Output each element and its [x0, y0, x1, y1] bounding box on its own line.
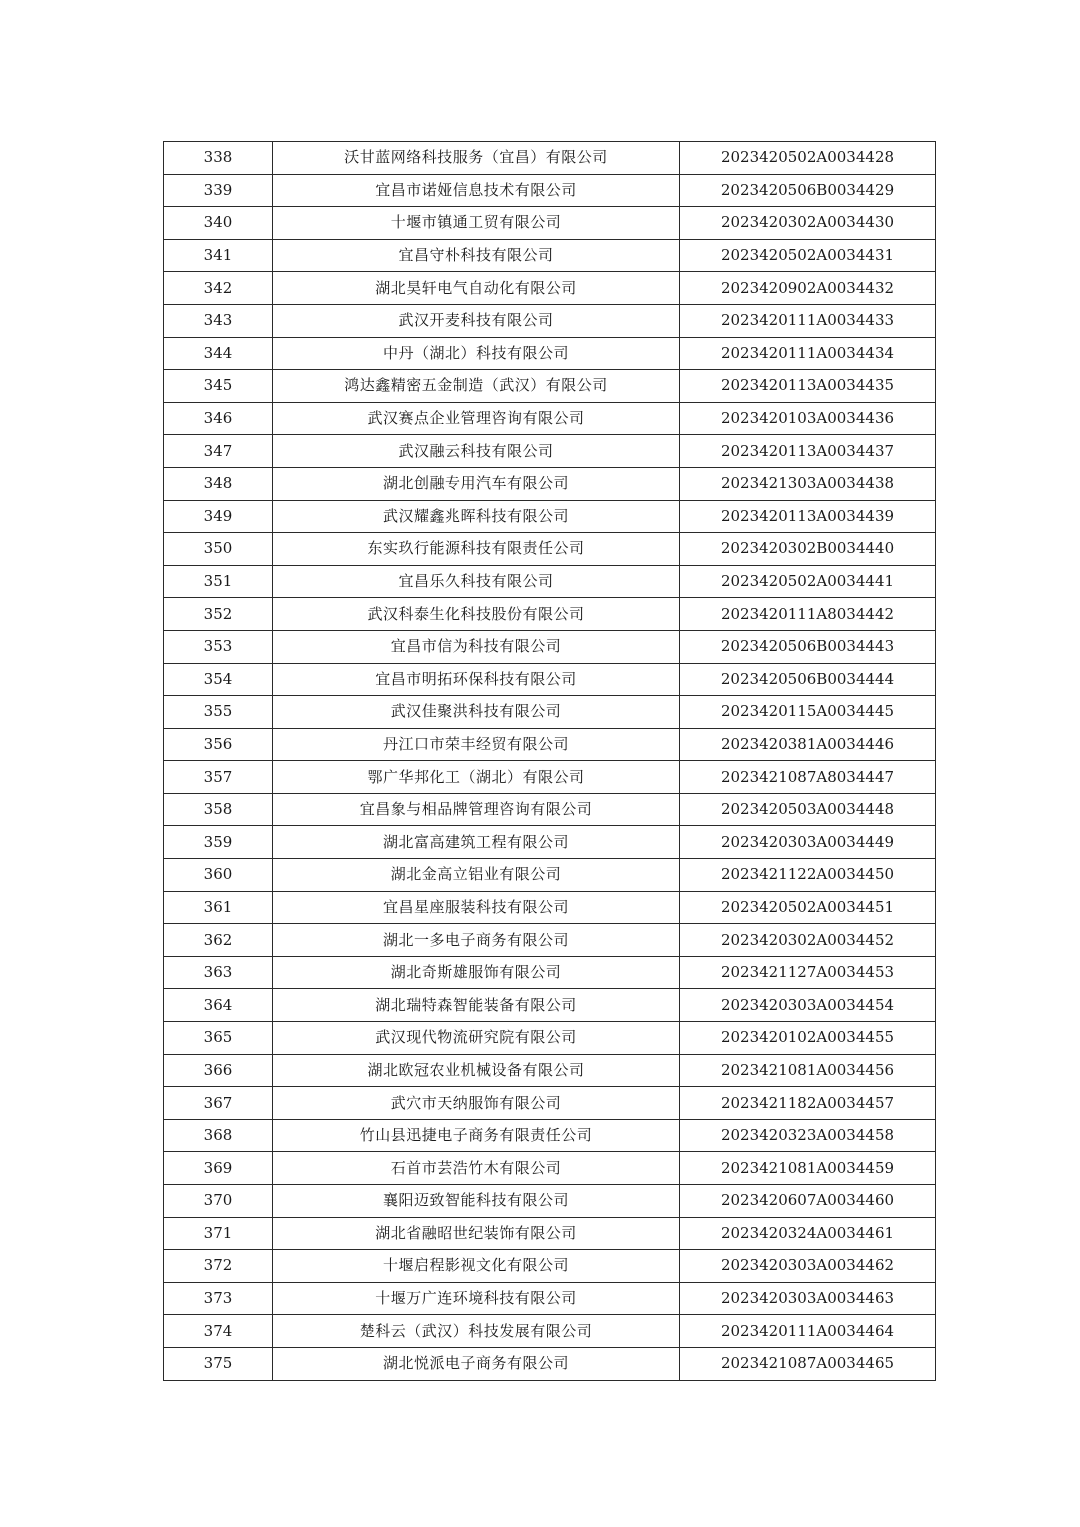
table-row [164, 598, 936, 631]
row-number-cell: 375 [164, 1347, 273, 1380]
row-number-cell: 357 [164, 761, 273, 794]
company-name-cell: 武汉融云科技有限公司 [273, 435, 680, 468]
registration-code-cell: 2023420506B0034443 [680, 630, 936, 663]
company-name-cell: 湖北一多电子商务有限公司 [273, 924, 680, 957]
registration-code-cell: 2023420503A0034448 [680, 793, 936, 826]
row-number-cell: 341 [164, 239, 273, 272]
row-number-cell: 369 [164, 1152, 273, 1185]
row-number-cell: 366 [164, 1054, 273, 1087]
table-row [164, 370, 936, 403]
registration-code-cell: 2023420502A0034451 [680, 891, 936, 924]
registration-code-cell: 2023420113A0034437 [680, 435, 936, 468]
registration-code-cell: 2023421081A0034459 [680, 1152, 936, 1185]
table-row [164, 1250, 936, 1283]
table-row [164, 1185, 936, 1218]
registration-code-cell: 2023420502A0034441 [680, 565, 936, 598]
registration-code-cell: 2023420303A0034463 [680, 1282, 936, 1315]
registration-code-cell: 2023420323A0034458 [680, 1119, 936, 1152]
row-number-cell: 338 [164, 142, 273, 175]
company-name-cell: 宜昌市明拓环保科技有限公司 [273, 663, 680, 696]
table-row [164, 1054, 936, 1087]
row-number-cell: 340 [164, 207, 273, 240]
table-row [164, 1022, 936, 1055]
row-number-cell: 356 [164, 728, 273, 761]
company-name-cell: 石首市芸浩竹木有限公司 [273, 1152, 680, 1185]
company-name-cell: 湖北创融专用汽车有限公司 [273, 467, 680, 500]
table-row [164, 728, 936, 761]
company-name-cell: 竹山县迅捷电子商务有限责任公司 [273, 1119, 680, 1152]
company-name-cell: 十堰启程影视文化有限公司 [273, 1250, 680, 1283]
row-number-cell: 348 [164, 467, 273, 500]
table-row [164, 663, 936, 696]
registration-code-cell: 2023420102A0034455 [680, 1022, 936, 1055]
registration-code-cell: 2023421303A0034438 [680, 467, 936, 500]
company-name-cell: 宜昌乐久科技有限公司 [273, 565, 680, 598]
row-number-cell: 363 [164, 956, 273, 989]
table-row [164, 696, 936, 729]
table-row [164, 1119, 936, 1152]
company-name-cell: 丹江口市荣丰经贸有限公司 [273, 728, 680, 761]
company-name-cell: 湖北富高建筑工程有限公司 [273, 826, 680, 859]
table-row [164, 304, 936, 337]
row-number-cell: 345 [164, 370, 273, 403]
registration-code-cell: 2023420506B0034429 [680, 174, 936, 207]
registration-code-cell: 2023420302A0034452 [680, 924, 936, 957]
company-name-cell: 鸿达鑫精密五金制造（武汉）有限公司 [273, 370, 680, 403]
table-row [164, 174, 936, 207]
row-number-cell: 350 [164, 533, 273, 566]
row-number-cell: 364 [164, 989, 273, 1022]
registration-code-cell: 2023420111A8034442 [680, 598, 936, 631]
row-number-cell: 367 [164, 1087, 273, 1120]
registration-code-cell: 2023420324A0034461 [680, 1217, 936, 1250]
company-name-cell: 湖北欧冠农业机械设备有限公司 [273, 1054, 680, 1087]
registration-code-cell: 2023420381A0034446 [680, 728, 936, 761]
company-name-cell: 武穴市天纳服饰有限公司 [273, 1087, 680, 1120]
company-name-cell: 武汉现代物流研究院有限公司 [273, 1022, 680, 1055]
registration-code-cell: 2023420502A0034428 [680, 142, 936, 175]
table-row [164, 272, 936, 305]
row-number-cell: 354 [164, 663, 273, 696]
table-row [164, 630, 936, 663]
company-name-cell: 东实玖行能源科技有限责任公司 [273, 533, 680, 566]
table-row [164, 956, 936, 989]
table-row [164, 500, 936, 533]
table-row [164, 891, 936, 924]
row-number-cell: 368 [164, 1119, 273, 1152]
table-row [164, 924, 936, 957]
registry-table-body [164, 142, 936, 1381]
registration-code-cell: 2023420113A0034439 [680, 500, 936, 533]
registration-code-cell: 2023420303A0034462 [680, 1250, 936, 1283]
table-row [164, 1217, 936, 1250]
row-number-cell: 346 [164, 402, 273, 435]
company-name-cell: 武汉赛点企业管理咨询有限公司 [273, 402, 680, 435]
table-row [164, 435, 936, 468]
registration-code-cell: 2023421087A0034465 [680, 1347, 936, 1380]
company-name-cell: 宜昌星座服装科技有限公司 [273, 891, 680, 924]
table-row [164, 207, 936, 240]
registration-code-cell: 2023420115A0034445 [680, 696, 936, 729]
row-number-cell: 347 [164, 435, 273, 468]
registration-code-cell: 2023420111A0034464 [680, 1315, 936, 1348]
registration-code-cell: 2023420111A0034434 [680, 337, 936, 370]
registration-code-cell: 2023420502A0034431 [680, 239, 936, 272]
table-row [164, 1347, 936, 1380]
row-number-cell: 361 [164, 891, 273, 924]
registration-code-cell: 2023420302B0034440 [680, 533, 936, 566]
company-name-cell: 武汉佳聚洪科技有限公司 [273, 696, 680, 729]
company-name-cell: 沃甘蓝网络科技服务（宜昌）有限公司 [273, 142, 680, 175]
table-row [164, 565, 936, 598]
row-number-cell: 344 [164, 337, 273, 370]
row-number-cell: 365 [164, 1022, 273, 1055]
row-number-cell: 349 [164, 500, 273, 533]
company-registry-table [163, 141, 936, 1381]
company-name-cell: 湖北瑞特森智能装备有限公司 [273, 989, 680, 1022]
company-name-cell: 武汉科泰生化科技股份有限公司 [273, 598, 680, 631]
registration-code-cell: 2023420103A0034436 [680, 402, 936, 435]
company-name-cell: 十堰万广连环境科技有限公司 [273, 1282, 680, 1315]
company-name-cell: 宜昌守朴科技有限公司 [273, 239, 680, 272]
registration-code-cell: 2023420302A0034430 [680, 207, 936, 240]
row-number-cell: 370 [164, 1185, 273, 1218]
registration-code-cell: 2023421182A0034457 [680, 1087, 936, 1120]
row-number-cell: 360 [164, 859, 273, 892]
company-name-cell: 十堰市镇通工贸有限公司 [273, 207, 680, 240]
row-number-cell: 374 [164, 1315, 273, 1348]
company-name-cell: 湖北昊轩电气自动化有限公司 [273, 272, 680, 305]
registration-code-cell: 2023420111A0034433 [680, 304, 936, 337]
table-row [164, 1152, 936, 1185]
table-row [164, 533, 936, 566]
row-number-cell: 342 [164, 272, 273, 305]
company-name-cell: 湖北悦派电子商务有限公司 [273, 1347, 680, 1380]
registration-code-cell: 2023420303A0034454 [680, 989, 936, 1022]
table-row [164, 793, 936, 826]
registration-code-cell: 2023420113A0034435 [680, 370, 936, 403]
row-number-cell: 371 [164, 1217, 273, 1250]
registration-code-cell: 2023421122A0034450 [680, 859, 936, 892]
row-number-cell: 355 [164, 696, 273, 729]
table-row [164, 1087, 936, 1120]
company-name-cell: 武汉耀鑫兆晖科技有限公司 [273, 500, 680, 533]
registration-code-cell: 2023420303A0034449 [680, 826, 936, 859]
row-number-cell: 359 [164, 826, 273, 859]
row-number-cell: 353 [164, 630, 273, 663]
row-number-cell: 373 [164, 1282, 273, 1315]
company-name-cell: 襄阳迈致智能科技有限公司 [273, 1185, 680, 1218]
registration-code-cell: 2023420506B0034444 [680, 663, 936, 696]
registration-code-cell: 2023421081A0034456 [680, 1054, 936, 1087]
row-number-cell: 351 [164, 565, 273, 598]
table-row [164, 402, 936, 435]
company-name-cell: 楚科云（武汉）科技发展有限公司 [273, 1315, 680, 1348]
company-name-cell: 宜昌市信为科技有限公司 [273, 630, 680, 663]
row-number-cell: 362 [164, 924, 273, 957]
table-row [164, 142, 936, 175]
company-name-cell: 鄂广华邦化工（湖北）有限公司 [273, 761, 680, 794]
company-name-cell: 宜昌市诺娅信息技术有限公司 [273, 174, 680, 207]
table-row [164, 239, 936, 272]
table-row [164, 467, 936, 500]
company-name-cell: 湖北省融昭世纪装饰有限公司 [273, 1217, 680, 1250]
company-name-cell: 湖北金高立铝业有限公司 [273, 859, 680, 892]
registration-code-cell: 2023421087A8034447 [680, 761, 936, 794]
table-row [164, 1282, 936, 1315]
registration-code-cell: 2023420607A0034460 [680, 1185, 936, 1218]
table-row [164, 826, 936, 859]
row-number-cell: 372 [164, 1250, 273, 1283]
table-row [164, 859, 936, 892]
registration-code-cell: 2023420902A0034432 [680, 272, 936, 305]
company-name-cell: 武汉开麦科技有限公司 [273, 304, 680, 337]
row-number-cell: 343 [164, 304, 273, 337]
row-number-cell: 339 [164, 174, 273, 207]
table-row [164, 989, 936, 1022]
row-number-cell: 352 [164, 598, 273, 631]
registration-code-cell: 2023421127A0034453 [680, 956, 936, 989]
table-row [164, 1315, 936, 1348]
company-name-cell: 中丹（湖北）科技有限公司 [273, 337, 680, 370]
table-row [164, 761, 936, 794]
company-name-cell: 宜昌象与相品牌管理咨询有限公司 [273, 793, 680, 826]
table-row [164, 337, 936, 370]
row-number-cell: 358 [164, 793, 273, 826]
company-name-cell: 湖北奇斯雄服饰有限公司 [273, 956, 680, 989]
